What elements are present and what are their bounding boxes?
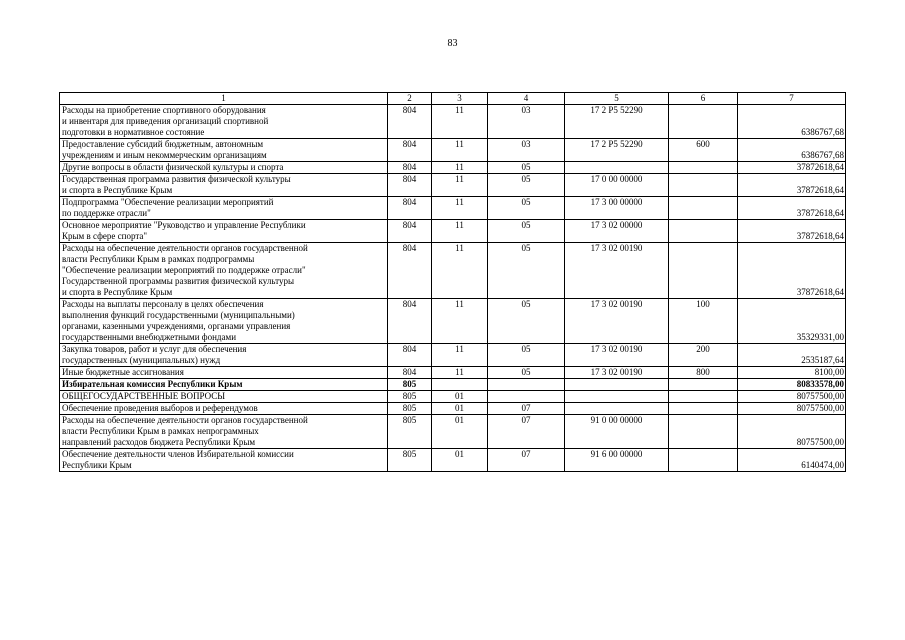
section-code-cell: 11: [432, 197, 488, 220]
target-article-cell: 17 3 02 00190: [565, 344, 669, 367]
section-code-cell: 11: [432, 105, 488, 139]
expense-type-cell: [669, 197, 738, 220]
ministry-code-cell: 805: [388, 403, 432, 415]
expense-type-cell: [669, 415, 738, 449]
subsection-code-cell: 07: [488, 415, 565, 449]
row-name-cell: Основное мероприятие "Руководство и управление Республики Крым в сфере спорта": [60, 220, 388, 243]
table-row: [60, 243, 846, 299]
column-header-5: 5: [565, 93, 669, 105]
table-row: [60, 139, 846, 162]
ministry-code-cell: 804: [388, 344, 432, 367]
column-header-2: 2: [388, 93, 432, 105]
subsection-code-cell: 05: [488, 162, 565, 174]
expense-type-cell: [669, 403, 738, 415]
ministry-code-cell: 804: [388, 162, 432, 174]
amount-cell: 8100,00: [738, 367, 846, 379]
table-row: [60, 299, 846, 344]
target-article-cell: 17 3 02 00190: [565, 243, 669, 299]
row-name-cell: ОБЩЕГОСУДАРСТВЕННЫЕ ВОПРОСЫ: [60, 391, 388, 403]
table-row: [60, 403, 846, 415]
amount-cell: 6386767,68: [738, 139, 846, 162]
table-row: [60, 449, 846, 472]
subsection-code-cell: [488, 391, 565, 403]
table-row: [60, 379, 846, 391]
column-header-6: 6: [669, 93, 738, 105]
ministry-code-cell: 805: [388, 391, 432, 403]
section-code-cell: 01: [432, 391, 488, 403]
row-name-cell: Расходы на приобретение спортивного оборудования и инвентаря для приведения организаций спортивной подготовки в нормативное состояние: [60, 105, 388, 139]
row-name-cell: Избирательная комиссия Республики Крым: [60, 379, 388, 391]
section-code-cell: 11: [432, 162, 488, 174]
table-body: [60, 105, 846, 472]
table-row: [60, 105, 846, 139]
amount-cell: 80757500,00: [738, 391, 846, 403]
expense-type-cell: 100: [669, 299, 738, 344]
table-row: [60, 220, 846, 243]
section-code-cell: 11: [432, 299, 488, 344]
row-name-cell: Государственная программа развития физической культуры и спорта в Республике Крым: [60, 174, 388, 197]
table-row: [60, 344, 846, 367]
column-header-7: 7: [738, 93, 846, 105]
expense-type-cell: 200: [669, 344, 738, 367]
column-header-4: 4: [488, 93, 565, 105]
target-article-cell: [565, 391, 669, 403]
section-code-cell: 11: [432, 367, 488, 379]
expense-type-cell: 600: [669, 139, 738, 162]
amount-cell: 35329331,00: [738, 299, 846, 344]
table-row: [60, 415, 846, 449]
header-row: [60, 93, 846, 105]
row-name-cell: Другие вопросы в области физической культуры и спорта: [60, 162, 388, 174]
ministry-code-cell: 805: [388, 379, 432, 391]
table-row: [60, 391, 846, 403]
expense-type-cell: [669, 243, 738, 299]
section-code-cell: 01: [432, 403, 488, 415]
amount-cell: 80757500,00: [738, 403, 846, 415]
section-code-cell: [432, 379, 488, 391]
subsection-code-cell: 05: [488, 344, 565, 367]
section-code-cell: 11: [432, 344, 488, 367]
target-article-cell: [565, 162, 669, 174]
amount-cell: 37872618,64: [738, 220, 846, 243]
expense-type-cell: [669, 449, 738, 472]
ministry-code-cell: 804: [388, 139, 432, 162]
expense-type-cell: [669, 220, 738, 243]
budget-table: [59, 92, 846, 472]
target-article-cell: 17 3 00 00000: [565, 197, 669, 220]
section-code-cell: 01: [432, 449, 488, 472]
column-header-1: 1: [60, 93, 388, 105]
expense-type-cell: [669, 391, 738, 403]
table-row: [60, 162, 846, 174]
expense-type-cell: [669, 162, 738, 174]
target-article-cell: 17 0 00 00000: [565, 174, 669, 197]
ministry-code-cell: 804: [388, 197, 432, 220]
expense-type-cell: [669, 105, 738, 139]
amount-cell: 80757500,00: [738, 415, 846, 449]
target-article-cell: 91 6 00 00000: [565, 449, 669, 472]
amount-cell: 37872618,64: [738, 162, 846, 174]
row-name-cell: Иные бюджетные ассигнования: [60, 367, 388, 379]
row-name-cell: Расходы на обеспечение деятельности органов государственной власти Республики Крым в рамках непрограммных направлений расходов бюджета Республики Крым: [60, 415, 388, 449]
ministry-code-cell: 804: [388, 174, 432, 197]
table-row: [60, 367, 846, 379]
subsection-code-cell: 05: [488, 243, 565, 299]
amount-cell: 37872618,64: [738, 174, 846, 197]
amount-cell: 2535187,64: [738, 344, 846, 367]
row-name-cell: Обеспечение проведения выборов и референдумов: [60, 403, 388, 415]
subsection-code-cell: 05: [488, 367, 565, 379]
ministry-code-cell: 804: [388, 105, 432, 139]
section-code-cell: 01: [432, 415, 488, 449]
expense-type-cell: [669, 174, 738, 197]
subsection-code-cell: 05: [488, 299, 565, 344]
target-article-cell: 17 3 02 00190: [565, 367, 669, 379]
amount-cell: 6386767,68: [738, 105, 846, 139]
section-code-cell: 11: [432, 139, 488, 162]
subsection-code-cell: 03: [488, 105, 565, 139]
ministry-code-cell: 804: [388, 299, 432, 344]
row-name-cell: Расходы на выплаты персоналу в целях обеспечения выполнения функций государственными (муниципальными) органами, казенными учреждениями, органами управления государственными внебюджетными фондами: [60, 299, 388, 344]
row-name-cell: Подпрограмма "Обеспечение реализации мероприятий по поддержке отрасли": [60, 197, 388, 220]
section-code-cell: 11: [432, 174, 488, 197]
amount-cell: 80833578,00: [738, 379, 846, 391]
section-code-cell: 11: [432, 243, 488, 299]
table-row: [60, 197, 846, 220]
target-article-cell: [565, 403, 669, 415]
subsection-code-cell: 07: [488, 449, 565, 472]
target-article-cell: 17 3 02 00190: [565, 299, 669, 344]
row-name-cell: Расходы на обеспечение деятельности органов государственной власти Республики Крым в рамках подпрограммы "Обеспечение реализации мероприятий по поддержке отрасли" Государственной программы развития физической культуры и спорта в Республике Крым: [60, 243, 388, 299]
section-code-cell: 11: [432, 220, 488, 243]
amount-cell: 6140474,00: [738, 449, 846, 472]
subsection-code-cell: 05: [488, 174, 565, 197]
ministry-code-cell: 805: [388, 415, 432, 449]
row-name-cell: Предоставление субсидий бюджетным, автономным учреждениям и иным некоммерческим организациям: [60, 139, 388, 162]
subsection-code-cell: 05: [488, 197, 565, 220]
expense-type-cell: 800: [669, 367, 738, 379]
row-name-cell: Обеспечение деятельности членов Избирательной комиссии Республики Крым: [60, 449, 388, 472]
page-number: 83: [447, 38, 458, 49]
target-article-cell: 17 3 02 00000: [565, 220, 669, 243]
table-row: [60, 174, 846, 197]
target-article-cell: 91 0 00 00000: [565, 415, 669, 449]
ministry-code-cell: 805: [388, 449, 432, 472]
subsection-code-cell: 07: [488, 403, 565, 415]
ministry-code-cell: 804: [388, 243, 432, 299]
column-header-3: 3: [432, 93, 488, 105]
subsection-code-cell: [488, 379, 565, 391]
target-article-cell: 17 2 P5 52290: [565, 139, 669, 162]
subsection-code-cell: 03: [488, 139, 565, 162]
target-article-cell: 17 2 P5 52290: [565, 105, 669, 139]
amount-cell: 37872618,64: [738, 243, 846, 299]
ministry-code-cell: 804: [388, 220, 432, 243]
target-article-cell: [565, 379, 669, 391]
row-name-cell: Закупка товаров, работ и услуг для обеспечения государственных (муниципальных) нужд: [60, 344, 388, 367]
amount-cell: 37872618,64: [738, 197, 846, 220]
expense-type-cell: [669, 379, 738, 391]
subsection-code-cell: 05: [488, 220, 565, 243]
ministry-code-cell: 804: [388, 367, 432, 379]
